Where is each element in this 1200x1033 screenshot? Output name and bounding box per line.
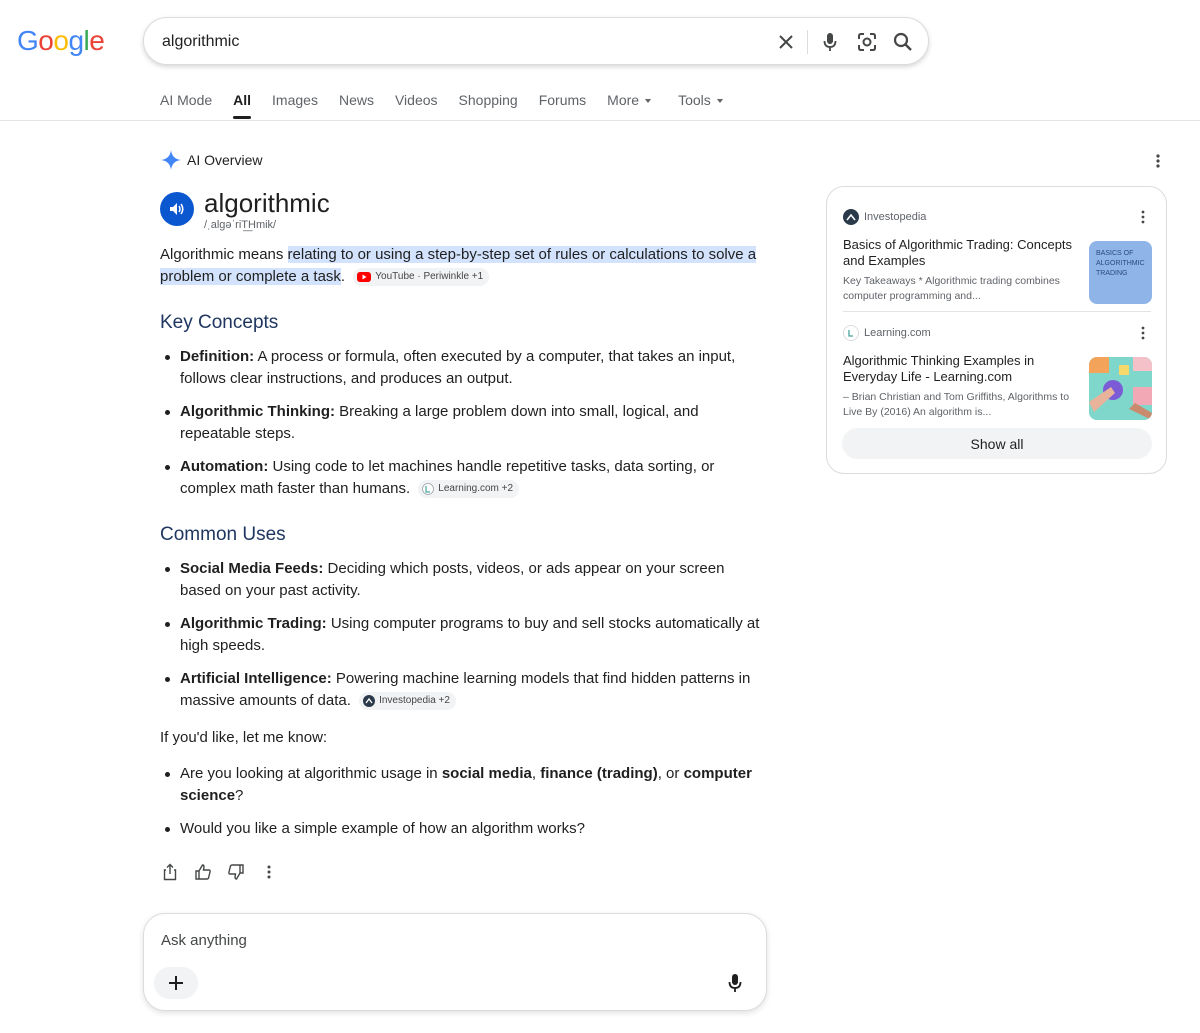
- item-text: A process or formula, often executed by a computer, that takes an input, follows clear instructions, and produces an output.: [180, 348, 736, 387]
- more-options-icon[interactable]: [1150, 152, 1166, 170]
- tab-videos[interactable]: [395, 92, 438, 120]
- caret-down-icon: [645, 99, 651, 103]
- tab-label: Tools: [678, 92, 711, 108]
- feedback-bar: [160, 862, 292, 882]
- sources-card: [826, 186, 1167, 474]
- header-divider: [0, 120, 1200, 121]
- term: Algorithmic Thinking:: [180, 403, 335, 420]
- plus-icon[interactable]: [154, 967, 198, 999]
- chip-label: YouTube · Periwinkle +1: [375, 271, 484, 283]
- source-chip-youtube[interactable]: [353, 268, 489, 286]
- tab-more[interactable]: [607, 92, 651, 120]
- source-title[interactable]: Algorithmic Thinking Examples in Everyday Life - Learning.com: [843, 353, 1035, 384]
- ai-overview-title: AI Overview: [187, 152, 263, 168]
- tab-label: All: [233, 92, 252, 108]
- tab-shopping[interactable]: [459, 92, 518, 120]
- list-item: [160, 818, 760, 840]
- sparkle-icon: [161, 150, 181, 170]
- phonetic: /ˌalɡəˈriT͟Hmik/: [204, 219, 277, 231]
- show-all-button[interactable]: Show all: [842, 428, 1152, 459]
- logo-letter: e: [89, 25, 105, 56]
- logo-letter: o: [38, 25, 54, 56]
- definition-suffix: .: [340, 268, 346, 285]
- camera-lens-icon[interactable]: [855, 30, 879, 54]
- list-item: [160, 558, 760, 602]
- tab-all[interactable]: [233, 92, 251, 120]
- logo-letter: G: [17, 25, 39, 56]
- item-text: Breaking a large problem down into small, logical, and repeatable steps.: [180, 403, 699, 442]
- term: finance (trading): [540, 765, 658, 782]
- mic-icon[interactable]: [724, 972, 746, 994]
- tab-label: Images: [272, 92, 318, 108]
- item-text: Deciding which posts, videos, or ads appear on your screen based on your past activity.: [180, 560, 725, 599]
- list-item: [160, 346, 760, 390]
- investopedia-favicon-icon: [363, 695, 375, 707]
- google-logo[interactable]: [17, 25, 104, 57]
- close-icon[interactable]: [774, 30, 798, 54]
- search-tabs: [160, 92, 744, 120]
- logo-letter: g: [68, 25, 84, 56]
- divider: [843, 311, 1151, 312]
- source-thumbnail[interactable]: [1089, 357, 1152, 420]
- chip-label: Learning.com +2: [438, 483, 514, 495]
- tab-label: More: [607, 92, 640, 108]
- tab-label: News: [338, 92, 374, 108]
- logo-letter: o: [53, 25, 69, 56]
- speaker-icon[interactable]: [160, 192, 194, 226]
- source-site: [843, 209, 1153, 225]
- divider: [807, 30, 808, 54]
- source-site: [843, 325, 1153, 341]
- source-snippet: – Brian Christian and Tom Griffiths, Algorithms to Live By (2016) An algorithm is...: [843, 391, 1070, 418]
- item-text: ,: [531, 765, 541, 782]
- source-chip-investopedia[interactable]: [359, 692, 456, 710]
- source-snippet: Key Takeaways * Algorithmic trading combines computer programming and...: [843, 275, 1060, 302]
- term: Definition:: [180, 348, 255, 365]
- ask-anything-box[interactable]: [143, 913, 767, 1011]
- mic-icon[interactable]: [818, 30, 842, 54]
- term: computer science: [180, 765, 752, 804]
- term: social media: [441, 765, 532, 782]
- investopedia-favicon-icon: [843, 209, 859, 225]
- more-options-icon[interactable]: [1137, 209, 1149, 225]
- thumbnail-text: BASICS OF ALGORITHMIC TRADING: [1096, 250, 1145, 277]
- item-text: ?: [235, 787, 244, 804]
- ask-input[interactable]: Ask anything: [161, 932, 247, 949]
- tab-forums[interactable]: [539, 92, 586, 120]
- search-input[interactable]: algorithmic: [162, 33, 240, 50]
- learning-favicon-icon: [843, 325, 859, 341]
- source-thumbnail[interactable]: [1089, 241, 1152, 304]
- site-name: Investopedia: [864, 211, 927, 223]
- more-options-icon[interactable]: [259, 862, 279, 882]
- followup-list: [160, 763, 760, 851]
- thumbs-down-icon[interactable]: [226, 862, 246, 882]
- list-item: [160, 763, 760, 807]
- tab-label: Forums: [538, 92, 587, 108]
- term: Artificial Intelligence:: [180, 670, 332, 687]
- definition-highlight: relating to or using a step-by-step set of rules or calculations to solve a problem or complete a task: [160, 246, 757, 285]
- common-uses-heading: Common Uses: [160, 524, 286, 545]
- more-options-icon[interactable]: [1137, 325, 1149, 341]
- term: Social Media Feeds:: [180, 560, 324, 577]
- search-box[interactable]: [143, 17, 929, 65]
- logo-letter: l: [83, 25, 90, 56]
- term: Automation:: [180, 458, 269, 475]
- site-name: Learning.com: [864, 327, 931, 339]
- item-text: Using computer programs to buy and sell stocks automatically at high speeds.: [180, 615, 760, 654]
- list-item: [160, 613, 760, 657]
- tab-label: Videos: [394, 92, 438, 108]
- search-icon[interactable]: [891, 30, 915, 54]
- source-title[interactable]: Basics of Algorithmic Trading: Concepts and Examples: [843, 237, 1073, 268]
- list-item: [160, 401, 760, 445]
- tab-news[interactable]: [339, 92, 374, 120]
- tab-tools[interactable]: [678, 92, 723, 120]
- learning-favicon-icon: [422, 483, 434, 495]
- source-chip-learning[interactable]: [418, 480, 519, 498]
- item-text: , or: [657, 765, 684, 782]
- ai-overview-header: [161, 150, 262, 170]
- share-icon[interactable]: [160, 862, 180, 882]
- key-concepts-heading: Key Concepts: [160, 312, 279, 333]
- thumbs-up-icon[interactable]: [193, 862, 213, 882]
- source-item[interactable]: [843, 325, 1153, 418]
- definition: [160, 244, 760, 288]
- tab-images[interactable]: [272, 92, 318, 120]
- term: Algorithmic Trading:: [180, 615, 327, 632]
- list-item: [160, 668, 760, 712]
- key-concepts-list: [160, 346, 760, 511]
- common-uses-list: [160, 558, 760, 723]
- tab-label: AI Mode: [160, 92, 213, 108]
- tab-label: Shopping: [458, 92, 518, 108]
- definition-prefix: Algorithmic means: [160, 246, 288, 263]
- item-text: Are you looking at algorithmic usage in: [180, 765, 442, 782]
- item-text: Using code to let machines handle repetitive tasks, data sorting, or complex math faster than humans.: [180, 458, 715, 497]
- tab-ai-mode[interactable]: [160, 92, 212, 120]
- chip-label: Investopedia +2: [379, 695, 450, 707]
- dictionary-entry: [160, 188, 330, 231]
- youtube-icon: [357, 272, 371, 282]
- item-text: Powering machine learning models that find hidden patterns in massive amounts of data.: [180, 670, 751, 709]
- list-item: [160, 456, 760, 500]
- item-text: Would you like a simple example of how an algorithm works?: [180, 820, 585, 837]
- followup-intro: If you'd like, let me know:: [160, 729, 328, 746]
- source-item[interactable]: [843, 209, 1153, 302]
- caret-down-icon: [717, 99, 723, 103]
- headword: algorithmic: [204, 188, 330, 218]
